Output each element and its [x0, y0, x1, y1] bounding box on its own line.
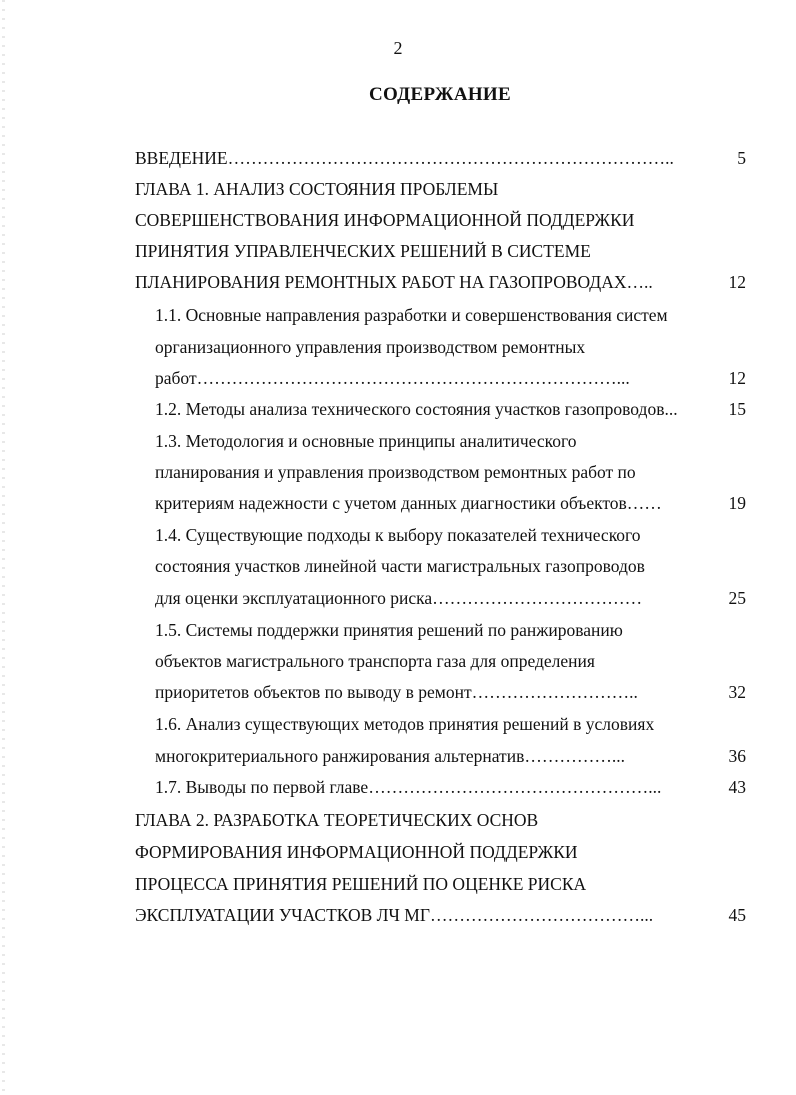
toc-entry-chapter1-line-4: ПЛАНИРОВАНИЯ РЕМОНТНЫХ РАБОТ НА ГАЗОПРОВОДАХ….. — [135, 272, 653, 292]
scan-edge-artifact — [2, 0, 5, 1095]
toc-entry-1-4-line-1: 1.4. Существующие подходы к выбору показателей технического — [155, 525, 641, 545]
toc-entry-1-1-line-1: 1.1. Основные направления разработки и совершенствования систем — [155, 305, 668, 325]
toc-entry-1-5-page: 32 — [728, 682, 746, 702]
toc-entry-1-3-line-3: критериям надежности с учетом данных диагностики объектов…… — [155, 493, 662, 513]
toc-entry-1-7-page: 43 — [728, 777, 746, 797]
toc-entry-chapter2-line-3: ПРОЦЕССА ПРИНЯТИЯ РЕШЕНИЙ ПО ОЦЕНКЕ РИСКА — [135, 874, 587, 894]
toc-entry-1-2-line-1: 1.2. Методы анализа технического состояния участков газопроводов... — [155, 399, 678, 419]
toc-entry-chapter1-line-1: ГЛАВА 1. АНАЛИЗ СОСТОЯНИЯ ПРОБЛЕМЫ — [135, 179, 499, 199]
toc-entry-1-1-page: 12 — [728, 368, 746, 388]
toc-entry-chapter2-page: 45 — [728, 905, 746, 925]
toc-entry-1-2-page: 15 — [728, 399, 746, 419]
toc-entry-1-4-line-3: для оценки эксплуатационного риска……………………………… — [155, 588, 643, 608]
toc-entry-chapter1-line-2: СОВЕРШЕНСТВОВАНИЯ ИНФОРМАЦИОННОЙ ПОДДЕРЖКИ — [135, 210, 635, 230]
toc-title: СОДЕРЖАНИЕ — [369, 84, 511, 105]
toc-entry-1-3-line-2: планирования и управления производством ремонтных работ по — [155, 462, 636, 482]
toc-entry-1-5-line-2: объектов магистрального транспорта газа для определения — [155, 651, 595, 671]
toc-entry-1-1-line-3: работ………………………………………………………………... — [155, 368, 630, 388]
toc-entry-chapter2-line-4: ЭКСПЛУАТАЦИИ УЧАСТКОВ ЛЧ МГ………………………………... — [135, 905, 654, 925]
toc-entry-1-7-line-1: 1.7. Выводы по первой главе…………………………………………... — [155, 777, 662, 797]
toc-entry-chapter2-line-2: ФОРМИРОВАНИЯ ИНФОРМАЦИОННОЙ ПОДДЕРЖКИ — [135, 842, 578, 862]
toc-entry-1-5-line-3: приоритетов объектов по выводу в ремонт……………………….. — [155, 682, 638, 702]
page-number: 2 — [393, 38, 403, 58]
toc-entry-1-6-line-2: многокритериального ранжирования альтернатив……………... — [155, 746, 625, 766]
toc-entry-1-4-page: 25 — [728, 588, 746, 608]
toc-entry-1-1-line-2: организационного управления производством ремонтных — [155, 337, 586, 357]
toc-entry-1-5-line-1: 1.5. Системы поддержки принятия решений по ранжированию — [155, 620, 623, 640]
toc-entry-chapter1-page: 12 — [728, 272, 746, 292]
toc-entry-intro-page: 5 — [737, 148, 746, 168]
toc-entry-1-3-page: 19 — [728, 493, 746, 513]
toc-entry-1-6-line-1: 1.6. Анализ существующих методов принятия решений в условиях — [155, 714, 655, 734]
toc-entry-intro-line-1: ВВЕДЕНИЕ………………………………………………………………….. — [135, 148, 674, 168]
toc-entry-1-3-line-1: 1.3. Методология и основные принципы аналитического — [155, 431, 577, 451]
toc-entry-chapter2-line-1: ГЛАВА 2. РАЗРАБОТКА ТЕОРЕТИЧЕСКИХ ОСНОВ — [135, 810, 539, 830]
toc-entry-chapter1-line-3: ПРИНЯТИЯ УПРАВЛЕНЧЕСКИХ РЕШЕНИЙ В СИСТЕМЕ — [135, 241, 591, 261]
toc-entry-1-6-page: 36 — [728, 746, 746, 766]
toc-entry-1-4-line-2: состояния участков линейной части магистральных газопроводов — [155, 556, 645, 576]
